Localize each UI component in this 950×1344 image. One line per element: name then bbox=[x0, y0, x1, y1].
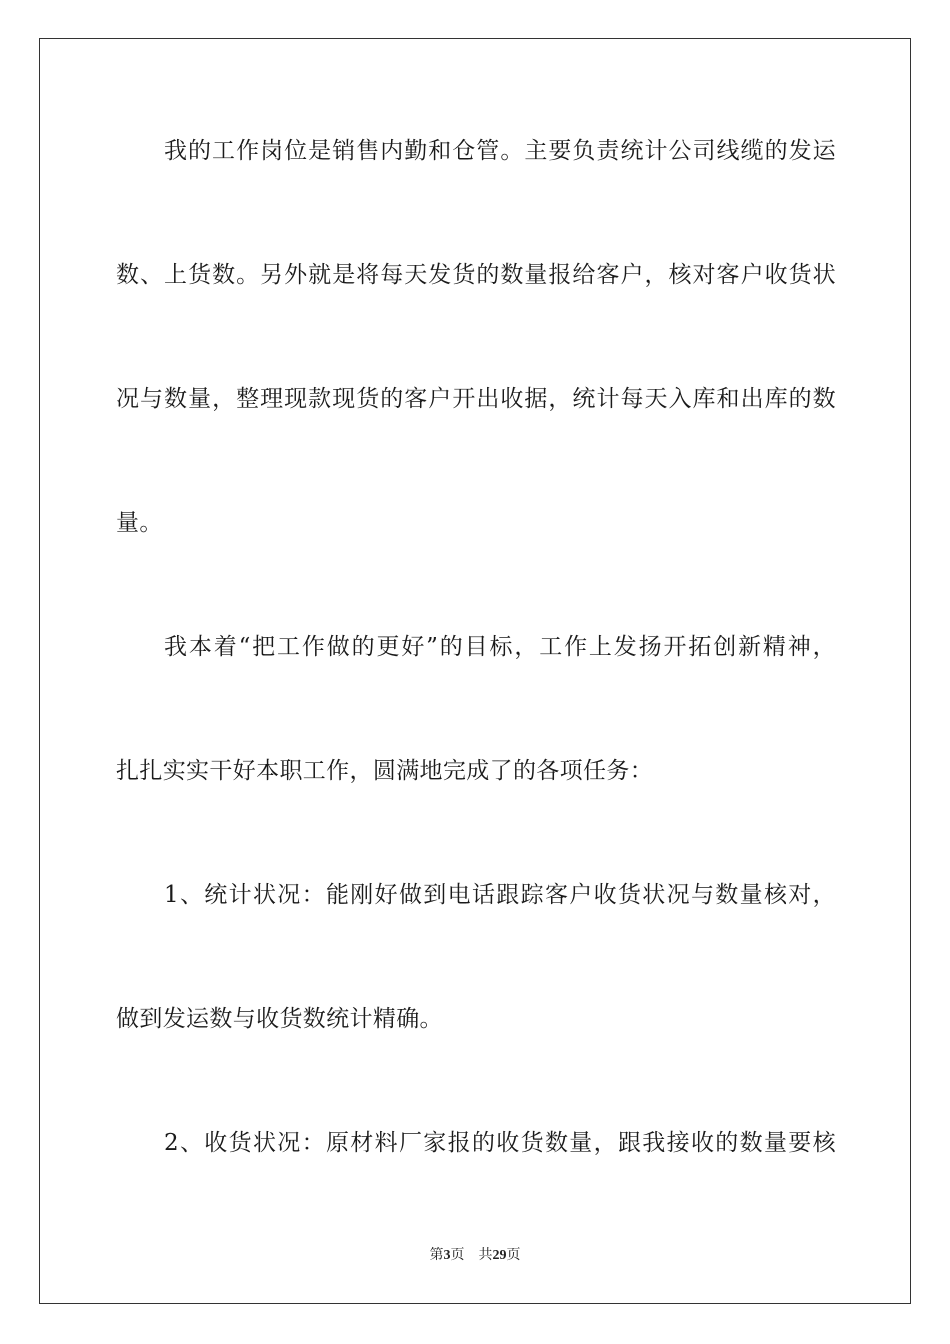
page-footer bbox=[0, 1246, 950, 1266]
footer-page-number: 3 bbox=[443, 1248, 451, 1263]
paragraph-3-line-1: 1、统计状况：能刚好做到电话跟踪客户收货状况与数量核对， bbox=[164, 882, 836, 908]
footer-page-suffix: 页 bbox=[450, 1248, 465, 1263]
footer-total-suffix: 页 bbox=[506, 1248, 521, 1263]
page-border bbox=[39, 38, 911, 1304]
paragraph-2-line-1: 我本着“把工作做的更好”的目标，工作上发扬开拓创新精神， bbox=[164, 634, 836, 660]
paragraph-2-line-2: 扎扎实实干好本职工作，圆满地完成了的各项任务： bbox=[116, 758, 654, 784]
paragraph-1-line-4: 量。 bbox=[116, 510, 163, 536]
paragraph-1-line-3: 况与数量，整理现款现货的客户开出收据，统计每天入库和出库的数 bbox=[116, 386, 836, 412]
paragraph-3-line-2: 做到发运数与收货数统计精确。 bbox=[116, 1006, 443, 1032]
paragraph-1-line-1: 我的工作岗位是销售内勤和仓管。主要负责统计公司线缆的发运 bbox=[164, 138, 836, 164]
paragraph-4-line-1: 2、收货状况：原材料厂家报的收货数量，跟我接收的数量要核 bbox=[164, 1130, 836, 1156]
paragraph-1-line-2: 数、上货数。另外就是将每天发货的数量报给客户，核对客户收货状 bbox=[116, 262, 836, 288]
footer-total-prefix: 共 bbox=[478, 1248, 493, 1263]
footer-page-prefix: 第 bbox=[429, 1248, 444, 1263]
footer-total-pages: 29 bbox=[492, 1248, 507, 1263]
